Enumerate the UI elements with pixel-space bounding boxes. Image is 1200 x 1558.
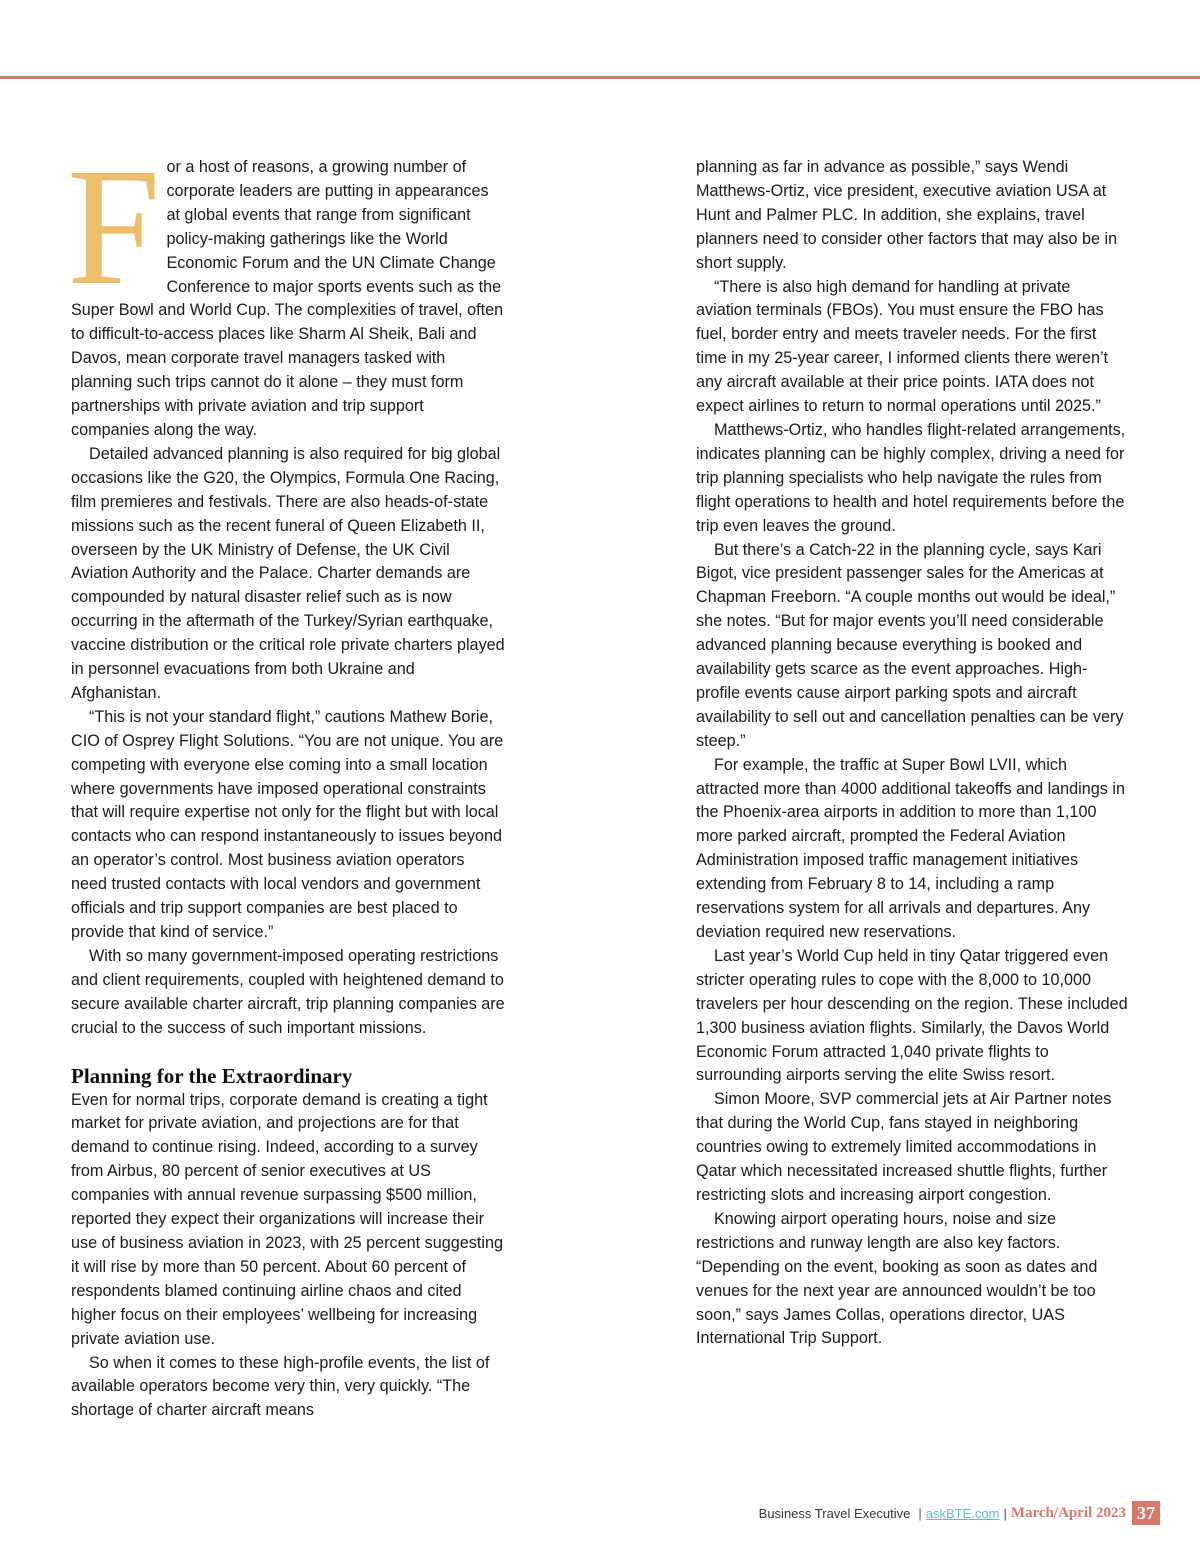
drop-cap: F <box>67 134 161 320</box>
article-paragraph: But there’s a Catch-22 in the planning cycle, says Kari Bigot, vice president passenger sales for the Americas at Chapman Freeborn. “A couple months out would be ideal,” she notes. “But for major events you’ll need considerable advanced planning because everything is booked and availability gets scarce as the event approaches. High-profile events cause airport parking spots and aircraft availability to sell out and cancellation penalties can be very steep.” <box>696 540 1124 750</box>
article-paragraph: So when it comes to these high-profile events, the list of available operators become very thin, very quickly. “The shortage of charter aircraft means <box>71 1353 490 1420</box>
top-accent-rule <box>0 76 1200 79</box>
article-paragraph: Even for normal trips, corporate demand is creating a tight market for private aviation, and projections are for that demand to continue rising. Indeed, according to a survey from Airbus, 80 percent of senior executives at US companies with annual revenue surpassing $500 million, reported they expect their organizations will increase their use of business aviation in 2023, with 25 percent suggesting it will rise by more than 50 percent. About 60 percent of respondents blamed continuing airline chaos and cited higher focus on their employees’ wellbeing for increasing private aviation use. <box>71 1090 503 1348</box>
article-paragraph: Simon Moore, SVP commercial jets at Air Partner notes that during the World Cup, fans stayed in neighboring countries owing to extremely limited accommodations in Qatar which necessitated increased shuttle flights, further restricting slots and increasing airport congestion. <box>696 1090 1112 1204</box>
website-link[interactable]: askBTE.com <box>925 1505 1000 1521</box>
article-paragraph: “This is not your standard flight,” cautions Mathew Borie, CIO of Osprey Flight Solutions. “You are not unique. You are competing with everyone else coming into a small location where governments have imposed operational constraints that will require expertise not only for the flight but with local contacts who can respond instantaneously to issues beyond an operator’s control. Most business aviation operators need trusted contacts with local vendors and government officials and trip support companies are best placed to provide that kind of service.” <box>71 707 504 941</box>
page-footer <box>759 1500 1160 1526</box>
article-column-right <box>696 156 1130 1351</box>
article-paragraph: Matthews-Ortiz, who handles flight-related arrangements, indicates planning can be highly complex, driving a need for trip planning specialists who help navigate the rules from flight operations to health and hotel requirements before the trip even leaves the ground. <box>696 420 1126 535</box>
article-paragraph: With so many government-imposed operating restrictions and client requirements, coupled with heightened demand to secure available charter aircraft, trip planning companies are crucial to the success of such important missions. <box>71 946 505 1037</box>
section-heading: Planning for the Extraordinary <box>71 1063 353 1088</box>
article-column-left <box>67 134 505 1423</box>
issue-date: March/April 2023 <box>1010 1504 1126 1521</box>
article-paragraph: For example, the traffic at Super Bowl LVII, which attracted more than 4000 additional takeoffs and landings in the Phoenix-area airports in addition to more than 1,100 more parked aircraft, prompted the Federal Aviation Administration imposed traffic management initiatives extending from February 8 to 14, including a ramp reservations system for all arrivals and departures. Any deviation required new reservations. <box>696 755 1125 941</box>
article-paragraph: planning as far in advance as possible,” says Wendi Matthews-Ortiz, vice president, executive aviation USA at Hunt and Palmer PLC. In addition, she explains, travel planners need to consider other factors that may also be in short supply. <box>696 158 1118 272</box>
publication-name: Business Travel Executive <box>758 1505 911 1521</box>
article-paragraph: Last year’s World Cup held in tiny Qatar triggered even stricter operating rules to cope with the 8,000 to 10,000 travelers per hour descending on the region. These included 1,300 business aviation flights. Similarly, the Davos World Economic Forum attracted 1,040 private flights to surrounding airports serving the elite Swiss resort. <box>696 946 1128 1085</box>
article-paragraph: “There is also high demand for handling at private aviation terminals (FBOs). You must ensure the FBO has fuel, border entry and meets traveler needs. For the first time in my 25-year career, I informed clients there weren’t any aircraft available at their price points. IATA does not expect airlines to return to normal operations until 2025.” <box>696 277 1109 416</box>
page-number: 37 <box>1132 1501 1160 1525</box>
article-paragraph: or a host of reasons, a growing number of corporate leaders are putting in appearances at global events that range from significant policy-making gatherings like the World Economic Forum and the UN Climate Change Conference to major sports events such as the Super Bowl and World Cup. The complexities of travel, often to difficult-to-access places like Sharm Al Sheik, Bali and Davos, mean corporate travel managers tasked with planning such trips cannot do it alone – they must form partnerships with private aviation and trip support companies along the way. <box>71 158 504 439</box>
article-paragraph: Knowing airport operating hours, noise and size restrictions and runway length are also key factors. “Depending on the event, booking as soon as dates and venues for the next year are announced wouldn’t be too soon,” says James Collas, operations director, UAS International Trip Support. <box>696 1209 1098 1348</box>
article-paragraph: Detailed advanced planning is also required for big global occasions like the G20, the Olympics, Formula One Racing, film premieres and festivals. There are also heads-of-state missions such as the recent funeral of Queen Elizabeth II, overseen by the UK Ministry of Defense, the UK Civil Aviation Authority and the Palace. Charter demands are compounded by natural disaster relief such as is now occurring in the aftermath of the Turkey/Syrian earthquake, vaccine distribution or the critical role private charters played in personnel evacuations from both Ukraine and Afghanistan. <box>71 444 505 702</box>
footer-separator: | <box>1003 1505 1007 1521</box>
footer-separator: | <box>918 1505 922 1521</box>
